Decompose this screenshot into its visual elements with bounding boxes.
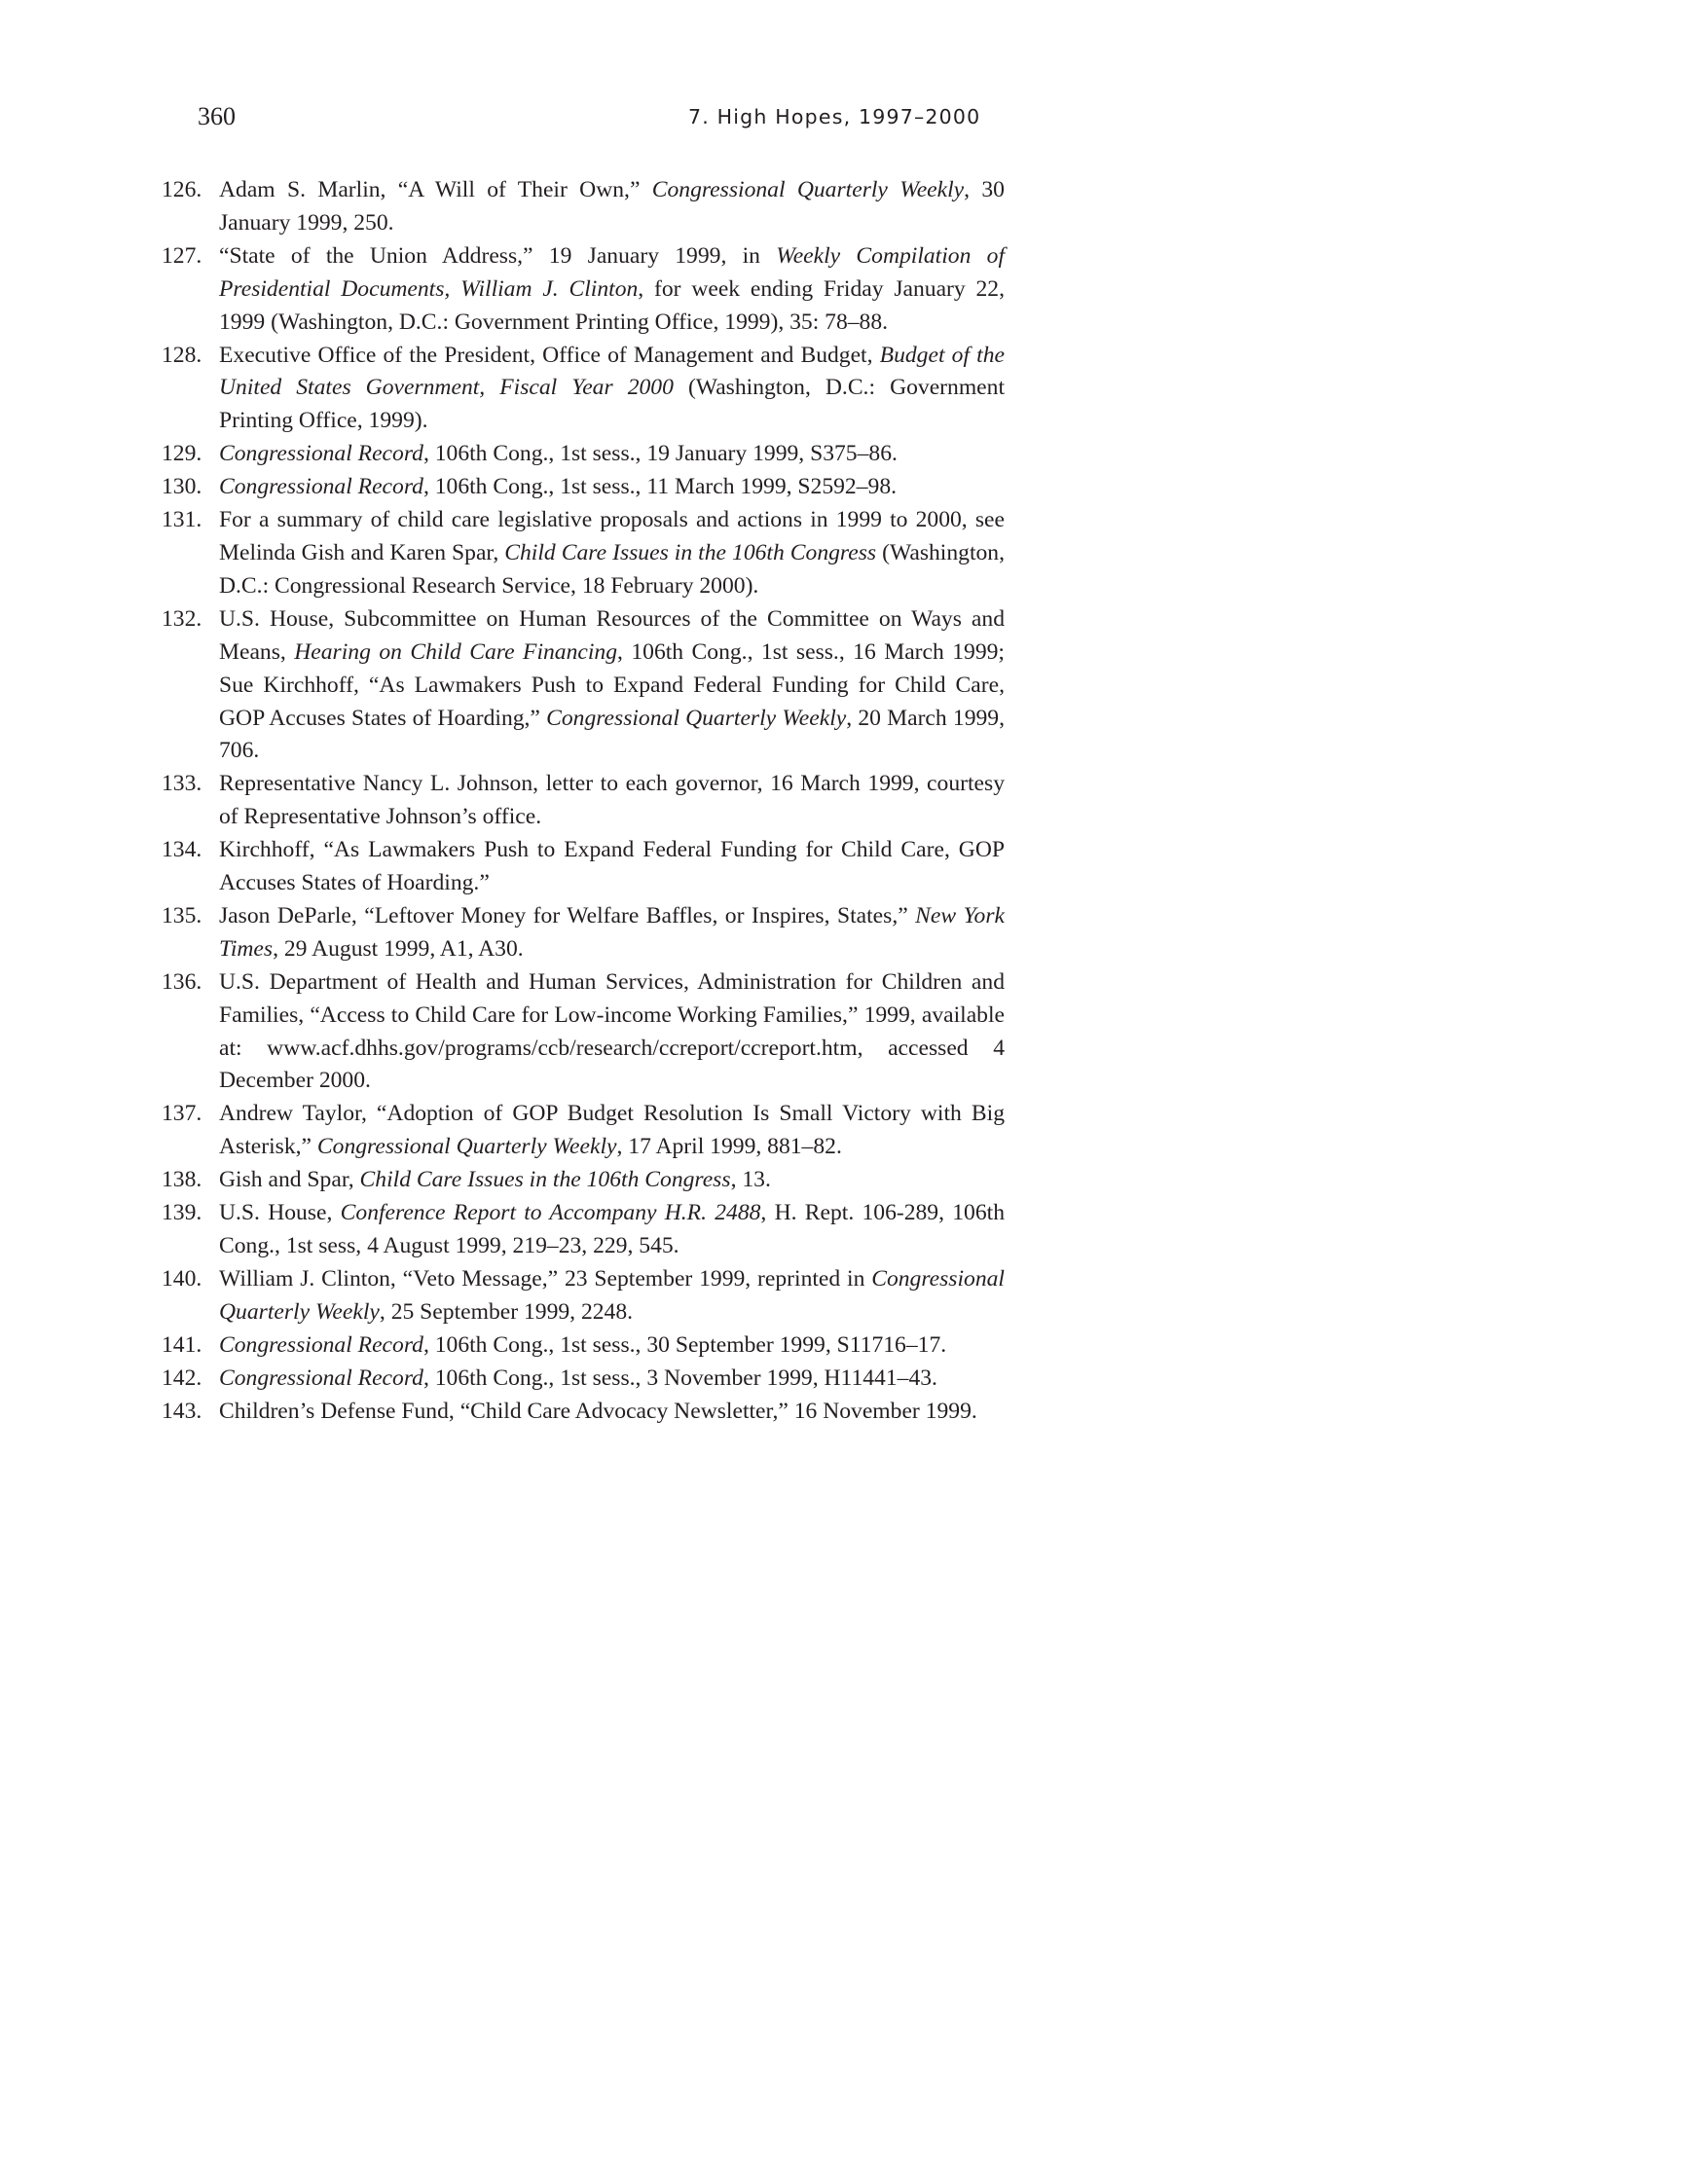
- endnote-number: 126.: [162, 177, 202, 202]
- endnote-text: [219, 507, 1005, 599]
- endnote-segment: U.S. Department of Health and Human Services, Administration for Children and Families, “Access to Child Care for Low-income Working Families,” 1999, available at: www.acf.dhhs.gov/programs/ccb/research/ccreport/ccreport.htm, accessed 4 December 2000.: [219, 968, 1005, 1094]
- endnote-text: [219, 771, 1005, 829]
- endnote-number: 133.: [162, 771, 202, 797]
- endnote-text: [219, 1332, 946, 1358]
- endnote-italic-title: Congressional Record: [219, 474, 423, 500]
- endnote: [162, 1164, 1005, 1197]
- endnote-segment: , 13.: [730, 1167, 771, 1193]
- endnote: [162, 834, 1005, 900]
- endnote: [162, 340, 1005, 439]
- endnote-segment: For a summary of child care legislative proposals and actions in 1999 to 2000, see Melinda Gish and Karen Spar,: [219, 507, 1005, 565]
- endnote-text: [219, 343, 1005, 434]
- endnote-text: [219, 1167, 771, 1192]
- endnote-number: 134.: [162, 837, 202, 863]
- endnote: [162, 1363, 1005, 1396]
- endnote-segment: , 20 March 1999, 706.: [219, 705, 1005, 764]
- endnote-segment: , 30 January 1999, 250.: [219, 177, 1005, 236]
- endnote-segment: William J. Clinton, “Veto Message,” 23 September 1999, reprinted in: [219, 1265, 872, 1292]
- endnote: [162, 240, 1005, 340]
- endnote-number: 136.: [162, 968, 202, 995]
- endnote-segment: U.S. House,: [219, 1200, 341, 1226]
- endnote-text: [219, 1101, 1005, 1159]
- endnote: [162, 438, 1005, 471]
- endnote-segment: Kirchhoff, “As Lawmakers Push to Expand Federal Funding for Child Care, GOP Accuses States of Hoarding.”: [219, 837, 1005, 896]
- endnote-italic-title: Congressional Quarterly Weekly: [316, 1134, 617, 1160]
- endnote-text: [219, 243, 1005, 335]
- endnote-italic-title: New York Times: [219, 902, 1005, 962]
- endnote-number: 129.: [162, 441, 202, 467]
- endnote-italic-title: Congressional Record: [219, 441, 423, 467]
- endnote-number: 139.: [162, 1200, 202, 1226]
- endnote-italic-title: Weekly Compilation of Presidential Documents, William J. Clinton: [219, 242, 1005, 302]
- page-number: 360: [198, 102, 236, 130]
- endnote-text: [219, 837, 1005, 895]
- endnote-text: [219, 969, 1005, 1094]
- endnote-segment: Executive Office of the President, Office of Management and Budget,: [219, 342, 880, 368]
- endnote-text: [219, 1200, 1005, 1258]
- endnote-text: [219, 441, 898, 466]
- endnote-number: 135.: [162, 902, 202, 928]
- endnote-text: [219, 1399, 977, 1424]
- endnote-number: 143.: [162, 1398, 202, 1424]
- endnote-segment: Children’s Defense Fund, “Child Care Advocacy Newsletter,” 16 November 1999.: [219, 1398, 977, 1424]
- endnote-number: 137.: [162, 1101, 202, 1127]
- endnote-number: 140.: [162, 1265, 202, 1292]
- endnote: [162, 1396, 1005, 1429]
- endnote-segment: , H. Rept. 106-289, 106th Cong., 1st sess, 4 August 1999, 219–23, 229, 545.: [219, 1200, 1005, 1258]
- endnote-segment: “State of the Union Address,” 19 January 1999, in: [219, 242, 777, 269]
- endnote: [162, 174, 1005, 240]
- endnote-italic-title: Child Care Issues in the 106th Congress: [504, 539, 877, 565]
- endnote-number: 132.: [162, 605, 202, 632]
- endnote-number: 127.: [162, 242, 202, 269]
- endnote-italic-title: Congressional Quarterly Weekly: [546, 705, 847, 731]
- endnote-text: [219, 1266, 1005, 1325]
- endnote-number: 130.: [162, 474, 202, 500]
- endnote-segment: Gish and Spar,: [219, 1167, 360, 1193]
- endnote: [162, 900, 1005, 966]
- endnote-text: [219, 177, 1005, 236]
- endnote: [162, 603, 1005, 769]
- endnote-segment: , 17 April 1999, 881–82.: [616, 1134, 842, 1160]
- endnote-italic-title: Congressional Record: [219, 1365, 423, 1391]
- endnote-number: 131.: [162, 507, 202, 533]
- endnote: [162, 966, 1005, 1099]
- endnote-number: 141.: [162, 1331, 202, 1358]
- endnote-number: 128.: [162, 342, 202, 368]
- endnote-italic-title: Conference Report to Accompany H.R. 2488: [340, 1200, 761, 1226]
- endnote-text: [219, 606, 1005, 764]
- endnote: [162, 471, 1005, 504]
- endnote: [162, 1197, 1005, 1263]
- endnote-number: 138.: [162, 1167, 202, 1193]
- endnote-text: [219, 474, 897, 499]
- endnote-segment: , 29 August 1999, A1, A30.: [273, 935, 524, 962]
- endnote-text: [219, 903, 1005, 962]
- endnote-segment: Andrew Taylor, “Adoption of GOP Budget Resolution Is Small Victory with Big Asterisk,”: [219, 1101, 1005, 1160]
- endnote-segment: (Washington, D.C.: Congressional Research Service, 18 February 2000).: [219, 539, 1005, 599]
- endnote: [162, 1329, 1005, 1363]
- endnote-segment: , for week ending Friday January 22, 1999 (Washington, D.C.: Government Printing Office, 1999), 35: 78–88.: [219, 275, 1005, 335]
- endnote-segment: , 106th Cong., 1st sess., 11 March 1999, S2592–98.: [422, 474, 898, 500]
- endnote-italic-title: Child Care Issues in the 106th Congress: [359, 1167, 731, 1193]
- endnote: [162, 1098, 1005, 1164]
- running-head: 7. High Hopes, 1997–2000: [688, 105, 981, 128]
- endnote-italic-title: Congressional Quarterly Weekly: [219, 1265, 1005, 1325]
- endnote-segment: Adam S. Marlin, “A Will of Their Own,”: [219, 177, 652, 202]
- endnote-segment: Representative Nancy L. Johnson, letter to each governor, 16 March 1999, courtesy of Representative Johnson’s office.: [219, 771, 1005, 830]
- endnote-italic-title: Budget of the United States Government, Fiscal Year 2000: [219, 342, 1005, 401]
- endnote-segment: Jason DeParle, “Leftover Money for Welfare Baffles, or Inspires, States,”: [219, 902, 916, 928]
- endnote: [162, 1263, 1005, 1329]
- endnote-italic-title: Hearing on Child Care Financing: [294, 638, 618, 665]
- endnote-segment: (Washington, D.C.: Government Printing Office, 1999).: [219, 375, 1005, 434]
- endnote-segment: , 25 September 1999, 2248.: [379, 1298, 634, 1325]
- endnote: [162, 768, 1005, 834]
- endnote-text: [219, 1365, 937, 1391]
- endnote-segment: , 106th Cong., 1st sess., 19 January 1999, S375–86.: [422, 441, 898, 467]
- endnote-segment: , 106th Cong., 1st sess., 3 November 1999, H11441–43.: [422, 1365, 937, 1391]
- endnote-segment: U.S. House, Subcommittee on Human Resources of the Committee on Ways and Means,: [219, 605, 1005, 665]
- endnote-segment: , 106th Cong., 1st sess., 16 March 1999; Sue Kirchhoff, “As Lawmakers Push to Expand Federal Funding for Child Care, GOP Accuses States of Hoarding,”: [219, 638, 1005, 731]
- endnote-italic-title: Congressional Record: [219, 1331, 423, 1358]
- endnotes-list: [162, 174, 1005, 1428]
- endnote-number: 142.: [162, 1365, 202, 1391]
- endnote-italic-title: Congressional Quarterly Weekly: [651, 177, 965, 202]
- endnote: [162, 504, 1005, 603]
- endnote-segment: , 106th Cong., 1st sess., 30 September 1999, S11716–17.: [422, 1331, 947, 1358]
